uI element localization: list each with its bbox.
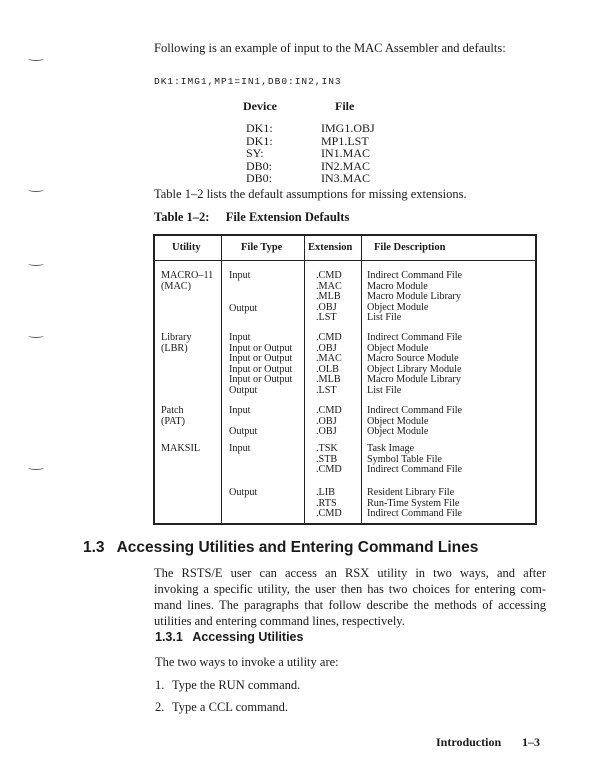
file-cell: IN1.MAC	[321, 146, 371, 160]
column-header-extension: Extension	[308, 242, 353, 253]
list-item: 2. Type a CCL command.	[155, 700, 288, 714]
subsection-intro: The two ways to invoke a utility are:	[155, 655, 339, 669]
description-cell: Indirect Command File Object Module Object Module	[367, 405, 463, 437]
device-cell: SY:	[246, 146, 264, 160]
binder-mark	[28, 56, 44, 61]
file-type-cell: Output	[229, 487, 258, 498]
section-paragraph: The RSTS/E user can access an RSX utility in two ways, and after invoking a specific utility, the user then has two choices for entering com- mand lines. The paragraphs that follow describe the methods of accessing utilities and entering command lines, respectively.	[154, 566, 546, 628]
utility-cell: Patch (PAT)	[161, 405, 185, 427]
subsection-title: Accessing Utilities	[192, 630, 304, 644]
table-caption-label: Table 1–2:	[154, 210, 210, 224]
file-cell: IN3.MAC	[321, 171, 371, 185]
utility-cell: Library (LBR)	[161, 332, 192, 354]
file-cell: IMG1.OBJ	[321, 121, 375, 135]
subsection-heading	[155, 630, 303, 644]
table-caption-title: File Extension Defaults	[225, 210, 350, 224]
column-header-file-type: File Type	[241, 242, 283, 253]
column-header-file-description: File Description	[374, 242, 446, 253]
footer-chapter: Introduction	[436, 735, 502, 749]
subsection-number: 1.3.1	[155, 630, 183, 644]
extension-cell: .TSK .STB .CMD	[316, 443, 342, 475]
section-number: 1.3	[83, 539, 105, 556]
description-cell: Indirect Command File Object Module Macro Source Module Object Library Module Macro Module Library List File	[367, 332, 463, 396]
device-cell: DB0:	[246, 171, 273, 185]
device-header: Device	[243, 99, 277, 113]
binder-mark	[28, 333, 44, 338]
command-example: DK1:IMG1,MP1=IN1,DB0:IN2,IN3	[154, 76, 342, 87]
page-number: 1–3	[522, 735, 540, 749]
binder-mark	[28, 187, 44, 192]
device-cell: DK1:	[246, 133, 273, 148]
extension-cell: .CMD .OBJ .MAC .OLB .MLB .LST	[316, 332, 342, 396]
column-divider	[361, 236, 362, 523]
table-caption	[154, 209, 349, 225]
description-cell: Task Image Symbol Table File Indirect Command File	[367, 443, 463, 475]
file-type-cell: Input Input or Output Input or Output Input or Output Input or Output Output	[229, 332, 293, 396]
binder-mark	[28, 465, 44, 470]
file-header: File	[335, 99, 355, 113]
file-type-cell: Input	[229, 443, 251, 454]
device-cell: DK1:	[246, 121, 273, 135]
column-divider	[221, 236, 222, 523]
column-divider	[304, 236, 305, 523]
extension-cell: .CMD .MAC .MLB .OBJ .LST	[316, 270, 342, 323]
extension-cell: .LIB .RTS .CMD	[316, 487, 342, 519]
binder-mark	[28, 261, 44, 266]
file-type-cell: Output	[229, 303, 258, 314]
section-title: Accessing Utilities and Entering Command Lines	[116, 539, 479, 556]
header-divider	[155, 260, 535, 261]
intro-text: Following is an example of input to the MAC Assembler and defaults:	[154, 41, 506, 55]
file-type-cell: Output	[229, 426, 258, 437]
description-cell: Indirect Command File Macro Module Macro Module Library Object Module List File	[367, 270, 463, 323]
file-extension-table	[153, 234, 537, 525]
file-cell: IN2.MAC	[321, 158, 371, 173]
description-cell: Resident Library File Run-Time System File Indirect Command File	[367, 487, 463, 519]
file-cell: MP1.LST	[321, 133, 369, 148]
table-ref-text: Table 1–2 lists the default assumptions for missing extensions.	[154, 187, 467, 201]
utility-cell: MACRO–11 (MAC)	[161, 270, 214, 292]
file-type-cell: Input	[229, 405, 251, 416]
file-type-cell: Input	[229, 270, 251, 281]
utility-cell: MAKSIL	[161, 443, 201, 454]
section-heading	[83, 539, 478, 557]
list-item: 1. Type the RUN command.	[155, 678, 301, 692]
column-header-utility: Utility	[172, 242, 201, 253]
extension-cell: .CMD .OBJ .OBJ	[316, 405, 342, 437]
device-cell: DB0:	[246, 158, 273, 173]
